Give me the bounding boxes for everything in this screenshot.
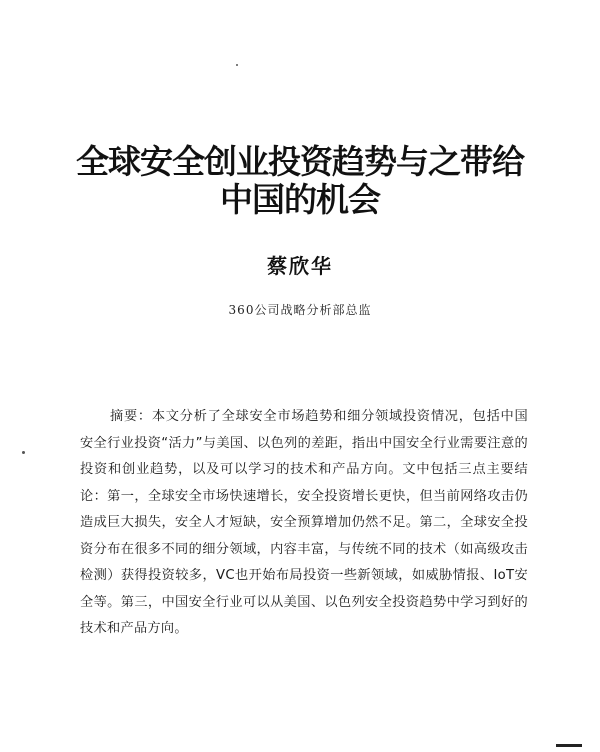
article-title-line-2: 中国的机会: [220, 180, 380, 219]
page-corner-mark: [556, 744, 582, 747]
article-title-line-1: 全球安全创业投资趋势与之带给: [76, 142, 524, 181]
author-affiliation: 360公司战略分析部总监: [228, 303, 372, 317]
scan-speck: [236, 64, 238, 66]
author-name: 蔡欣华: [267, 254, 333, 278]
abstract-paragraph: 摘要：本文分析了全球安全市场趋势和细分领域投资情况，包括中国安全行业投资“活力”与美国、以色列的差距，指出中国安全行业需要注意的投资和创业趋势，以及可以学习的技术和产品方向。文中包括三点主要结论：第一，全球安全市场快速增长，安全投资增长更快，但当前网络攻击仍造成巨大损失，安全人才短缺，安全预算增加仍然不足。第二，全球安全投资分布在很多不同的细分领域，内容丰富，与传统不同的技术（如高级攻击检测）获得投资较多，VC也开始布局投资一些新领域，如威胁情报、IoT安全等。第三，中国安全行业可以从美国、以色列安全投资趋势中学习到好的技术和产品方向。: [80, 409, 528, 636]
scan-speck: [22, 451, 25, 454]
